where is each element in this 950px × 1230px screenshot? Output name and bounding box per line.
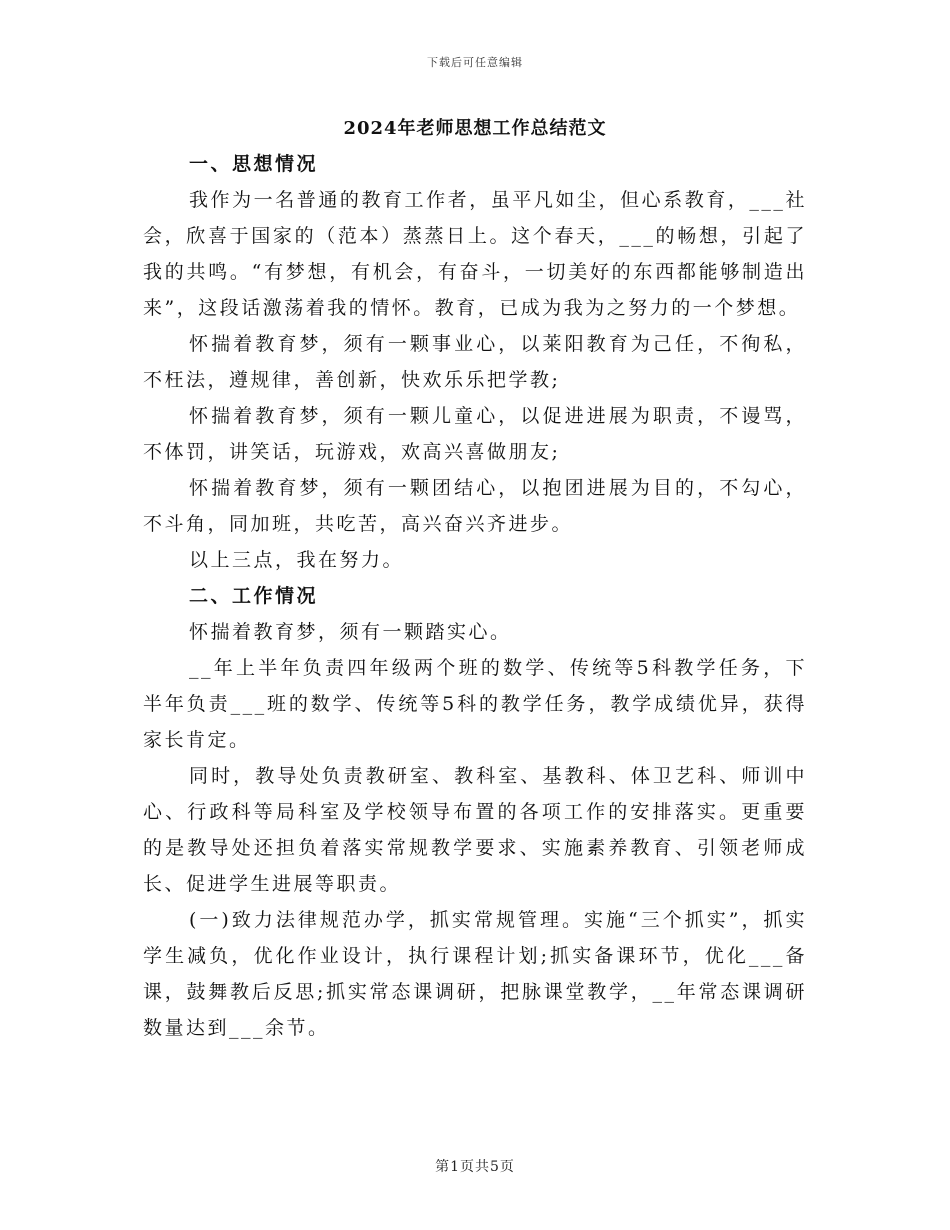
paragraph: (一)致力法律规范办学，抓实常规管理。实施“三个抓实”，抓实学生减负，优化作业设计，执行课程计划;抓实备课环节，优化___备课，鼓舞教后反思;抓实常态课调研，把脉课堂教学，__年常态课调研数量达到___余节。	[143, 909, 807, 1039]
paragraph: 怀揣着教育梦，须有一颗团结心，以抱团进展为目的，不勾心，不斗角，同加班，共吃苦，高兴奋兴齐进步。	[143, 477, 807, 535]
paragraph: 怀揣着教育梦，须有一颗儿童心，以促进进展为职责，不谩骂，不体罚，讲笑话，玩游戏，欢高兴喜做朋友;	[143, 405, 807, 463]
paragraph: __年上半年负责四年级两个班的数学、传统等5科教学任务，下半年负责___班的数学、传统等5科的教学任务，教学成绩优异，获得家长肯定。	[143, 657, 807, 751]
paragraph: 怀揣着教育梦，须有一颗事业心，以莱阳教育为己任，不徇私，不枉法，遵规律，善创新，快欢乐乐把学教;	[143, 333, 807, 391]
paragraph: 同时，教导处负责教研室、教科室、基教科、体卫艺科、师训中心、行政科等局科室及学校领导布置的各项工作的安排落实。更重要的是教导处还担负着落实常规教学要求、实施素养教育、引领老师成长、促进学生进展等职责。	[143, 765, 807, 895]
section-heading-thought: 一、思想情况	[189, 153, 319, 175]
paragraph: 怀揣着教育梦，须有一颗踏实心。	[189, 621, 512, 643]
document-body	[143, 146, 807, 1046]
paragraph: 以上三点，我在努力。	[189, 549, 405, 571]
section-heading-work: 二、工作情况	[189, 585, 319, 607]
page-number-footer: 第1页共5页	[435, 1159, 515, 1175]
document-title: 2024年老师思想工作总结范文	[343, 118, 607, 139]
header-note: 下载后可任意编辑	[427, 56, 523, 69]
paragraph: 我作为一名普通的教育工作者，虽平凡如尘，但心系教育，___社会，欣喜于国家的（范本）蒸蒸日上。这个春天，___的畅想，引起了我的共鸣。“有梦想，有机会，有奋斗，一切美好的东西都能够制造出来”，这段话激荡着我的情怀。教育，已成为我为之努力的一个梦想。	[143, 189, 807, 319]
